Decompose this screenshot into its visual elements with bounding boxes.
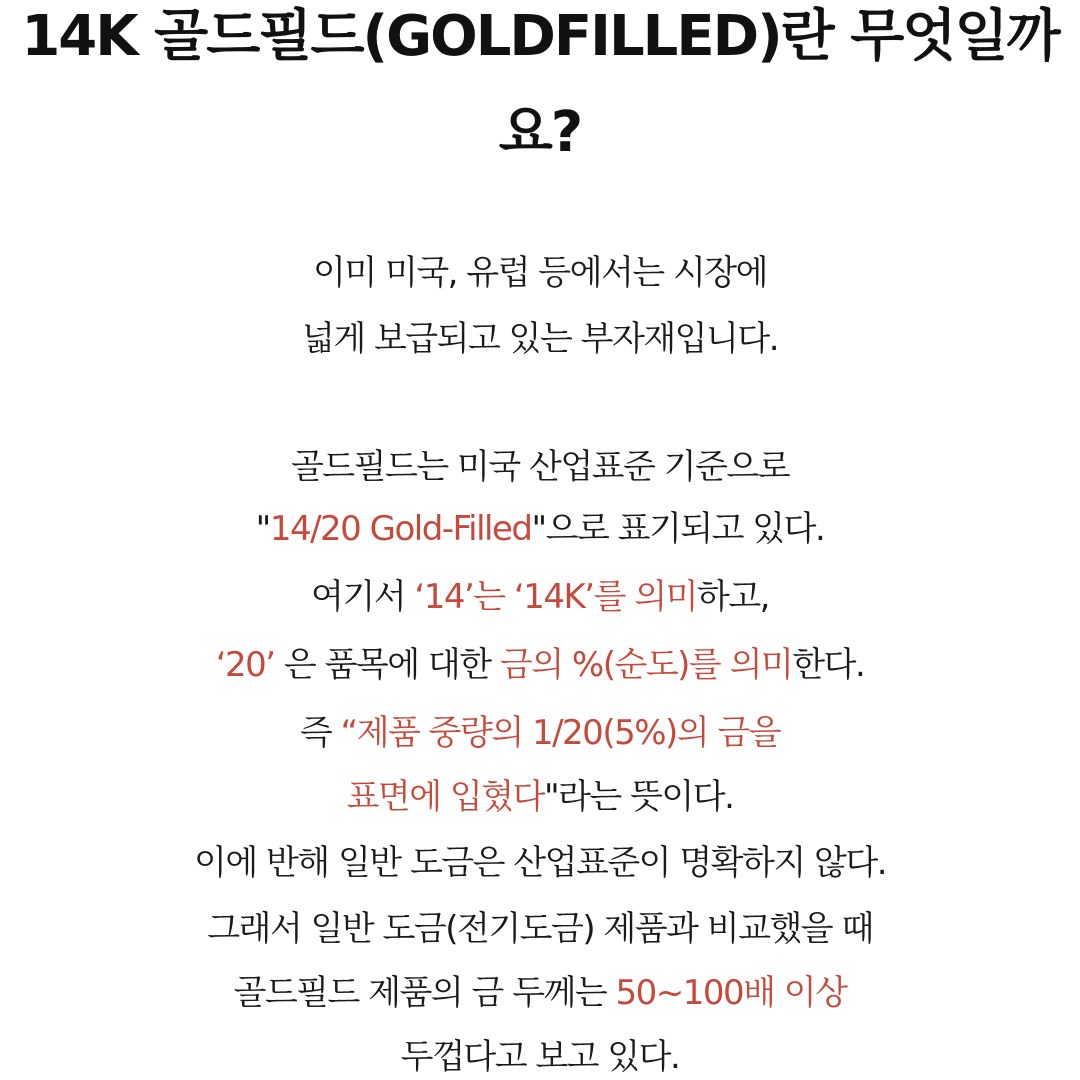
comparison-line-4: 두껍다고 보고 있다. <box>400 1037 680 1077</box>
comparison-line-2: 그래서 일반 도금(전기도금) 제품과 비교했을 때 <box>207 909 873 949</box>
meaning-14-line <box>0 577 1080 617</box>
page-title-line-1: 14K 골드필드(GOLDFILLED)란 무엇일까 <box>21 4 1059 69</box>
definition-prefix: 즉 <box>299 713 341 753</box>
meaning-20-middle: 은 품목에 대한 <box>274 645 500 685</box>
comparison-line-3 <box>0 973 1080 1013</box>
standard-line-1: 골드필드는 미국 산업표준 기준으로 <box>290 447 790 487</box>
meaning-20-rest: 한다. <box>792 645 865 685</box>
page-title-line-2: 요? <box>498 100 582 165</box>
highlight-20: ‘20’ <box>215 645 275 685</box>
standard-line-2 <box>0 509 1080 549</box>
definition-rest: "라는 뜻이다. <box>543 777 734 817</box>
intro-line-1: 이미 미국, 유럽 등에서는 시장에 <box>312 253 767 293</box>
definition-line-1 <box>0 713 1080 753</box>
meaning-14-prefix: 여기서 <box>311 577 415 617</box>
intro-line-2: 넓게 보급되고 있는 부자재입니다. <box>301 319 779 359</box>
highlight-weight-ratio: “제품 중량의 1/20(5%)의 금을 <box>340 713 781 753</box>
highlight-gold-filled-label: 14/20 Gold-Filled <box>269 509 532 549</box>
meaning-14-rest: 하고, <box>696 577 769 617</box>
meaning-20-line <box>0 645 1080 685</box>
open-quote: " <box>255 509 270 549</box>
definition-line-2 <box>0 777 1080 817</box>
highlight-14k-meaning: ‘14’는 ‘14K’를 의미 <box>414 577 697 617</box>
highlight-purity-meaning: 금의 %(순도)를 의미 <box>499 645 793 685</box>
highlight-surface-coated: 표면에 입혔다 <box>346 777 544 817</box>
comparison-prefix: 골드필드 제품의 금 두께는 <box>233 973 616 1013</box>
comparison-line-1: 이에 반해 일반 도금은 산업표준이 명확하지 않다. <box>193 843 887 883</box>
highlight-thickness-ratio: 50~100배 이상 <box>615 973 847 1013</box>
standard-line-2-rest: "으로 표기되고 있다. <box>531 509 825 549</box>
